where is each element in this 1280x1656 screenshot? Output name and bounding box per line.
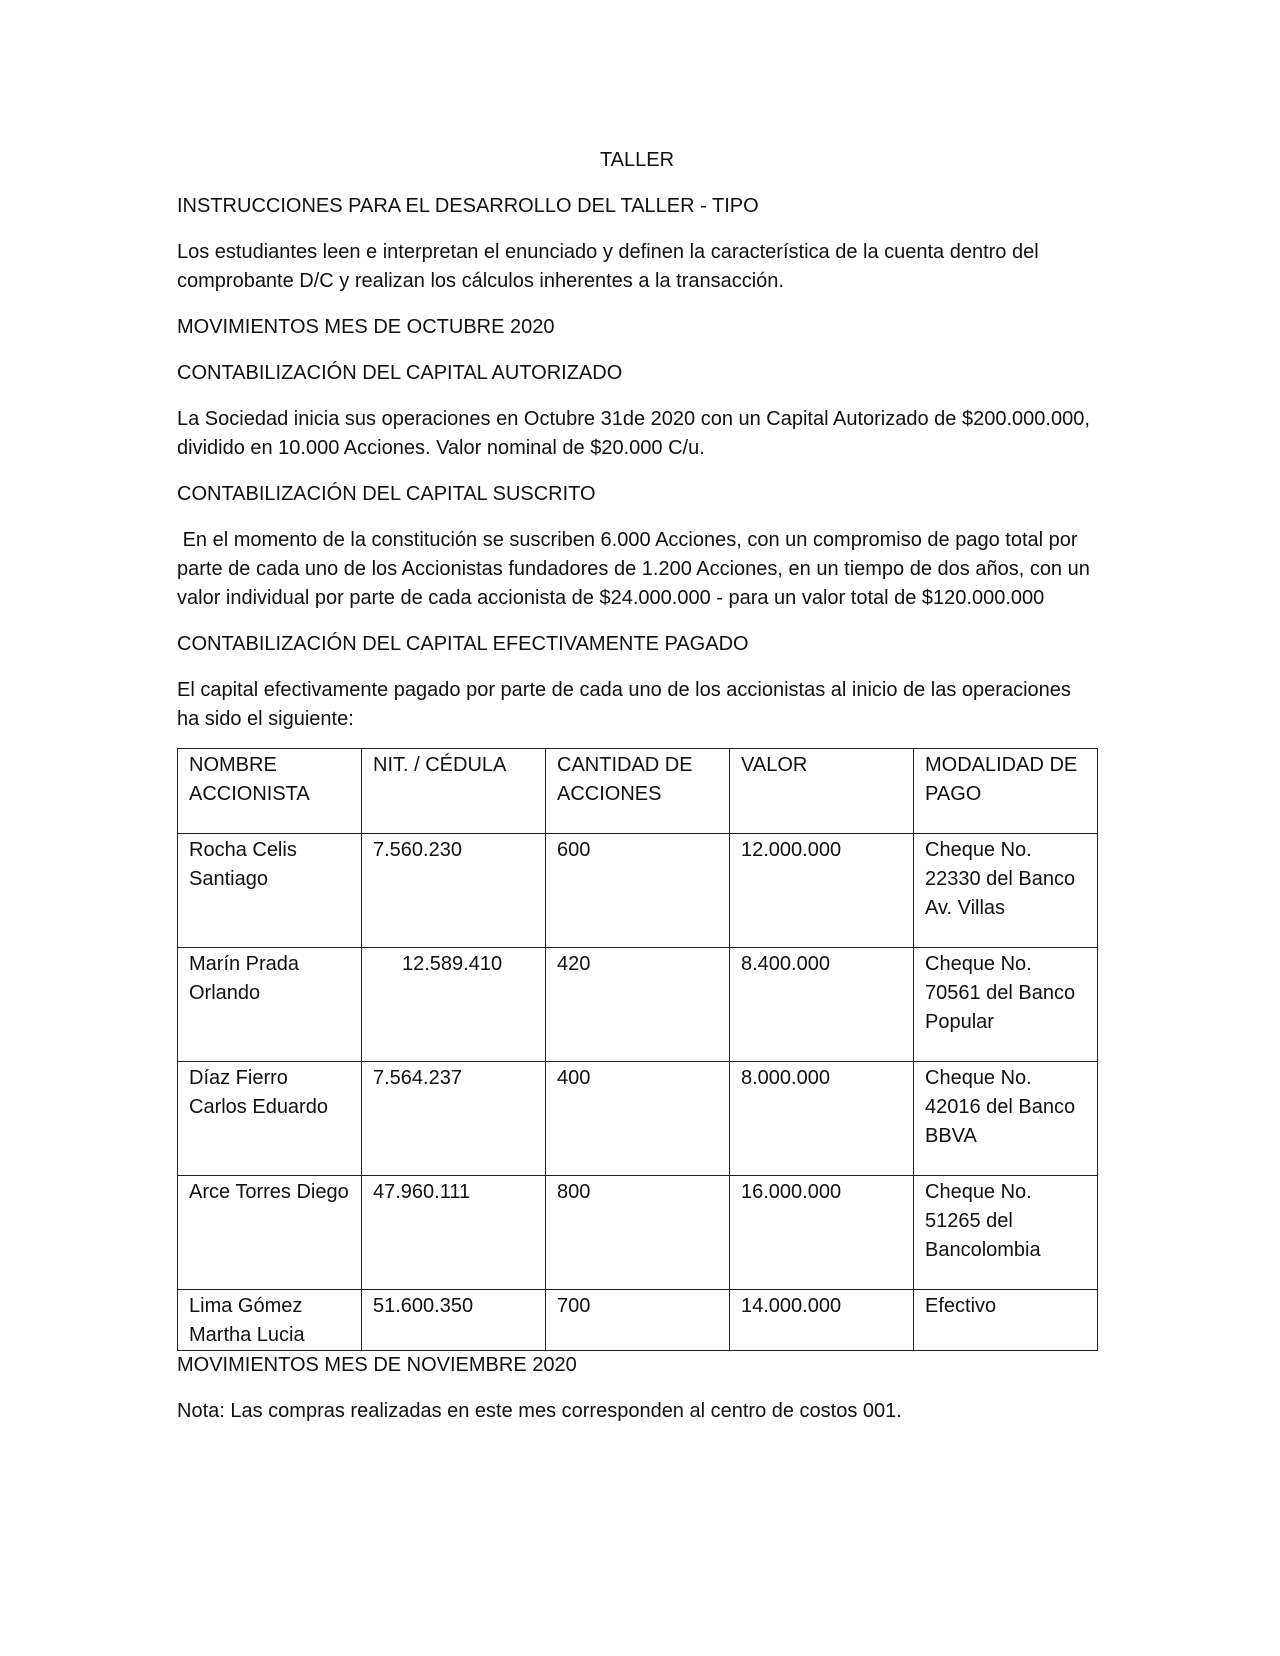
header-cell-shares: CANTIDAD DE ACCIONES: [546, 749, 730, 834]
header-cell-value: VALOR: [730, 749, 914, 834]
november-heading: MOVIMIENTOS MES DE NOVIEMBRE 2020: [177, 1354, 577, 1376]
instructions-heading: INSTRUCCIONES PARA EL DESARROLLO DEL TALLER - TIPO: [177, 195, 759, 217]
document-title: TALLER: [599, 149, 675, 171]
cell-payment: Cheque No. 51265 del Bancolombia: [914, 1176, 1098, 1290]
header-cell-id: NIT. / CÉDULA: [362, 749, 546, 834]
cell-shares: 420: [546, 948, 730, 1062]
subscribed-capital-heading: CONTABILIZACIÓN DEL CAPITAL SUSCRITO: [177, 483, 596, 505]
cell-value: 8.000.000: [730, 1062, 914, 1176]
table-row: [178, 1176, 1098, 1290]
shareholders-table: [177, 748, 1098, 1351]
table-row: [178, 1062, 1098, 1176]
cell-name: Lima Gómez Martha Lucia: [178, 1290, 362, 1351]
cell-value: 12.000.000: [730, 834, 914, 948]
october-heading: MOVIMIENTOS MES DE OCTUBRE 2020: [177, 316, 555, 338]
authorized-capital-heading: CONTABILIZACIÓN DEL CAPITAL AUTORIZADO: [177, 362, 623, 384]
authorized-capital-paragraph: La Sociedad inicia sus operaciones en Octubre 31de 2020 con un Capital Autorizado de $200.000.000, dividido en 10.000 Acciones. Valor nominal de $20.000 C/u.: [177, 408, 1090, 459]
cell-id: 7.564.237: [362, 1062, 546, 1176]
header-cell-payment: MODALIDAD DE PAGO: [914, 749, 1098, 834]
cell-id: 12.589.410: [362, 948, 546, 1062]
cell-value: 8.400.000: [730, 948, 914, 1062]
note-paragraph: Nota: Las compras realizadas en este mes corresponden al centro de costos 001.: [177, 1400, 902, 1422]
header-cell-name: NOMBRE ACCIONISTA: [178, 749, 362, 834]
cell-value: 14.000.000: [730, 1290, 914, 1351]
cell-id: 47.960.111: [362, 1176, 546, 1290]
document-body: [177, 146, 1097, 1443]
table-row: [178, 834, 1098, 948]
cell-payment: Efectivo: [914, 1290, 1098, 1351]
cell-id: 7.560.230: [362, 834, 546, 948]
cell-name: Marín Prada Orlando: [178, 948, 362, 1062]
cell-payment: Cheque No. 42016 del Banco BBVA: [914, 1062, 1098, 1176]
cell-shares: 700: [546, 1290, 730, 1351]
cell-name: Díaz Fierro Carlos Eduardo: [178, 1062, 362, 1176]
cell-payment: Cheque No. 22330 del Banco Av. Villas: [914, 834, 1098, 948]
cell-shares: 800: [546, 1176, 730, 1290]
cell-name: Rocha Celis Santiago: [178, 834, 362, 948]
cell-name: Arce Torres Diego: [178, 1176, 362, 1290]
subscribed-capital-paragraph: En el momento de la constitución se suscriben 6.000 Acciones, con un compromiso de pago total por parte de cada uno de los Accionistas fundadores de 1.200 Acciones, en un tiempo de dos años, con un valor individual por parte de cada accionista de $24.000.000 - para un valor total de $120.000.000: [177, 529, 1096, 609]
instructions-paragraph: Los estudiantes leen e interpretan el enunciado y definen la característica de la cuenta dentro del comprobante D/C y realizan los cálculos inherentes a la transacción.: [177, 241, 1039, 292]
cell-shares: 600: [546, 834, 730, 948]
paid-capital-heading: CONTABILIZACIÓN DEL CAPITAL EFECTIVAMENTE PAGADO: [177, 633, 749, 655]
cell-value: 16.000.000: [730, 1176, 914, 1290]
table-row: [178, 948, 1098, 1062]
cell-id: 51.600.350: [362, 1290, 546, 1351]
cell-shares: 400: [546, 1062, 730, 1176]
paid-capital-paragraph: El capital efectivamente pagado por parte de cada uno de los accionistas al inicio de las operaciones ha sido el siguiente:: [177, 679, 1071, 730]
cell-payment: Cheque No. 70561 del Banco Popular: [914, 948, 1098, 1062]
table-row: [178, 1290, 1098, 1351]
table-header-row: [178, 749, 1098, 834]
